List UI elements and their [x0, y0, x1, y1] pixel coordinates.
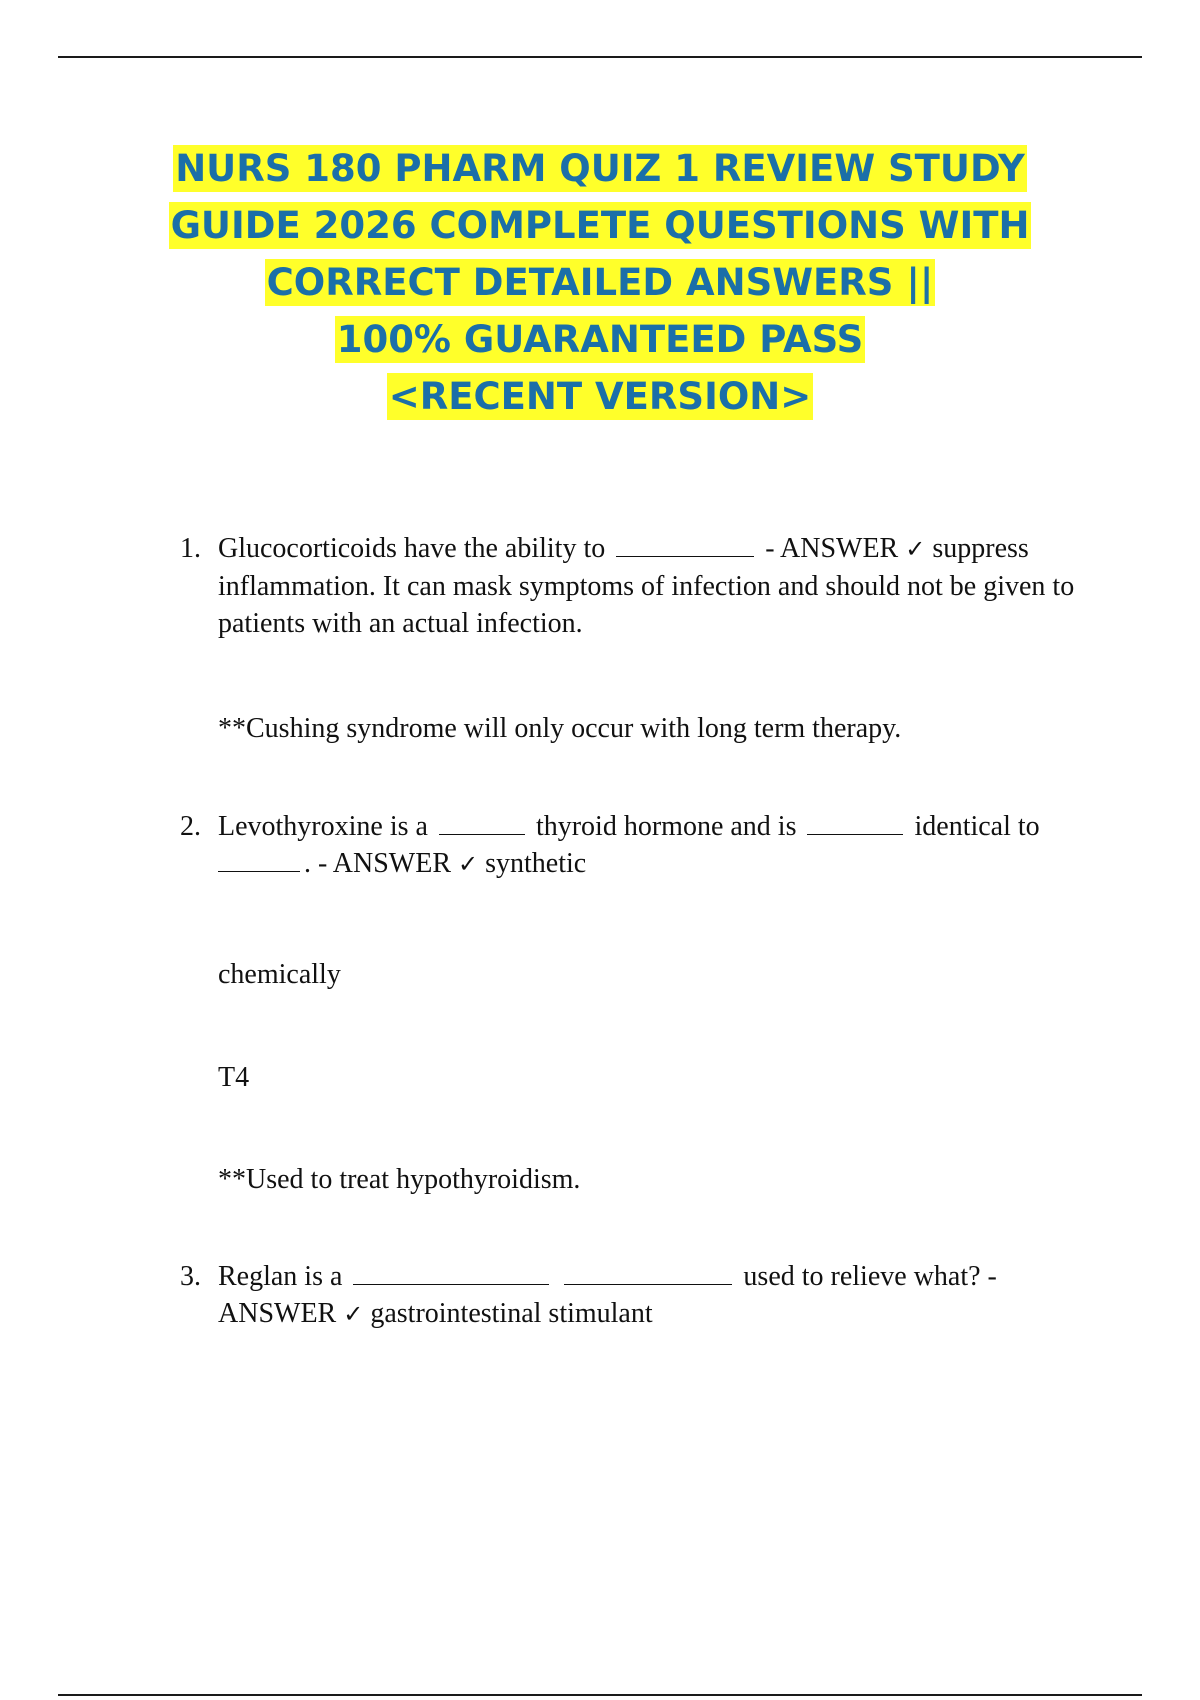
- answer-blank: [353, 1262, 549, 1285]
- answer-prefix: - ANSWER: [765, 533, 899, 564]
- document-title: [100, 140, 1100, 425]
- question-2-answer-line: chemically: [218, 959, 341, 990]
- answer-blank: [616, 534, 754, 557]
- answer-text: suppress: [932, 533, 1029, 564]
- answer-prefix: . - ANSWER: [304, 848, 451, 879]
- question-text: used to relieve what? -: [743, 1261, 997, 1292]
- checkmark-icon: ✓: [343, 1300, 364, 1328]
- question-1-note: **Cushing syndrome will only occur with long term therapy.: [218, 713, 902, 744]
- answer-text-continued: inflammation. It can mask symptoms of infection and should not be given to: [218, 571, 1075, 602]
- question-text: Glucocorticoids have the ability to: [218, 533, 606, 564]
- question-text: Reglan is a: [218, 1261, 343, 1292]
- bottom-rule: [58, 1694, 1142, 1696]
- answer-blank: [218, 849, 300, 872]
- answer-text-continued: patients with an actual infection.: [218, 608, 583, 639]
- question-text: identical to: [914, 811, 1040, 842]
- question-text: thyroid hormone and is: [535, 811, 797, 842]
- answer-text: synthetic: [485, 848, 587, 879]
- question-2-note: **Used to treat hypothyroidism.: [218, 1164, 581, 1195]
- question-2-answer-line: T4: [218, 1062, 250, 1093]
- title-line-1: NURS 180 PHARM QUIZ 1 REVIEW STUDY: [175, 147, 1025, 190]
- question-body: [218, 808, 1098, 883]
- title-line-3: CORRECT DETAILED ANSWERS ||: [266, 261, 934, 304]
- answer-blank: [439, 812, 525, 835]
- checkmark-icon: ✓: [905, 535, 926, 563]
- answer-blank: [564, 1262, 732, 1285]
- answer-text: gastrointestinal stimulant: [370, 1298, 653, 1329]
- checkmark-icon: ✓: [458, 850, 479, 878]
- question-body: [218, 530, 1098, 642]
- question-number: 3.: [180, 1261, 201, 1292]
- question-text: Levothyroxine is a: [218, 811, 428, 842]
- answer-prefix: ANSWER: [218, 1298, 337, 1329]
- top-rule: [58, 56, 1142, 58]
- question-body: [218, 1258, 1098, 1333]
- title-line-2: GUIDE 2026 COMPLETE QUESTIONS WITH: [170, 204, 1030, 247]
- title-line-5: <RECENT VERSION>: [388, 375, 812, 418]
- title-line-4: 100% GUARANTEED PASS: [336, 318, 864, 361]
- answer-blank: [807, 812, 903, 835]
- question-number: 2.: [180, 811, 201, 842]
- question-number: 1.: [180, 533, 201, 564]
